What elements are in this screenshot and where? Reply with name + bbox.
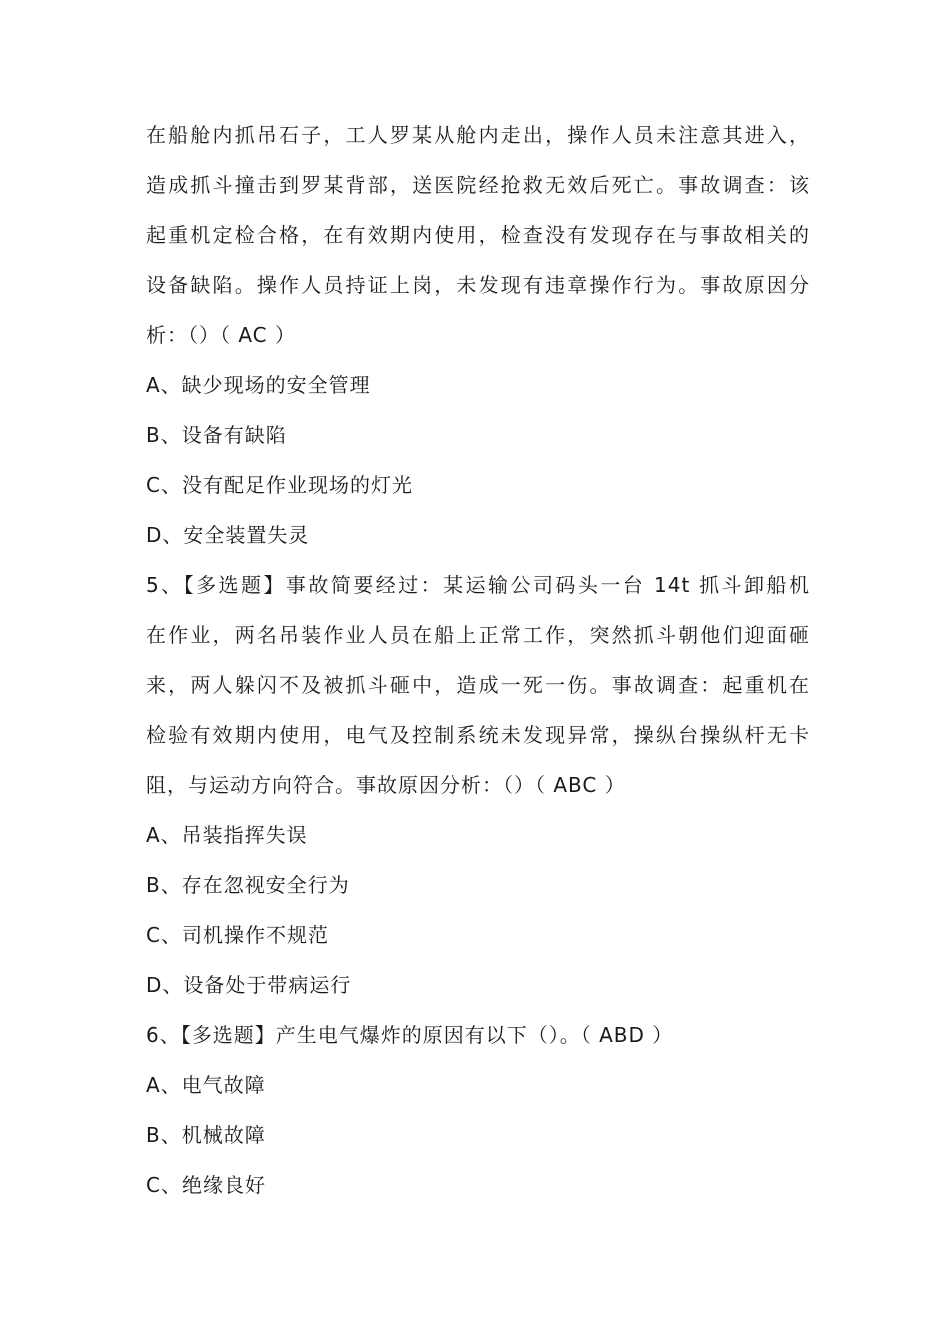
question-text-line: 检验有效期内使用，电气及控制系统未发现异常，操纵台操纵杆无卡 <box>146 723 810 747</box>
question-text-line: 来，两人躲闪不及被抓斗砸中，造成一死一伤。事故调查：起重机在 <box>146 673 810 697</box>
option-a: A、吊装指挥失误 <box>146 823 308 847</box>
option-b: B、机械故障 <box>146 1123 266 1147</box>
question-text-line: 起重机定检合格，在有效期内使用，检查没有发现存在与事故相关的 <box>146 223 810 247</box>
option-d: D、安全装置失灵 <box>146 523 310 547</box>
question-text-line: 在作业，两名吊装作业人员在船上正常工作，突然抓斗朝他们迎面砸 <box>146 623 810 647</box>
option-b: B、存在忽视安全行为 <box>146 873 350 897</box>
option-a: A、电气故障 <box>146 1073 266 1097</box>
question-4-continuation <box>146 110 810 560</box>
question-text-line: 5、【多选题】事故简要经过：某运输公司码头一台 14t 抓斗卸船机 <box>146 573 810 597</box>
question-6 <box>146 1010 810 1210</box>
question-text-line-answer: 6、【多选题】产生电气爆炸的原因有以下（）。（ ABD ） <box>146 1023 674 1047</box>
option-b: B、设备有缺陷 <box>146 423 287 447</box>
option-c: C、司机操作不规范 <box>146 923 329 947</box>
option-a: A、缺少现场的安全管理 <box>146 373 371 397</box>
question-text-line-answer: 阻，与运动方向符合。事故原因分析：（）（ ABC ） <box>146 773 626 797</box>
question-text-line: 造成抓斗撞击到罗某背部，送医院经抢救无效后死亡。事故调查：该 <box>146 173 810 197</box>
document-page <box>146 110 810 1210</box>
option-c: C、绝缘良好 <box>146 1173 266 1197</box>
option-d: D、设备处于带病运行 <box>146 973 352 997</box>
option-c: C、没有配足作业现场的灯光 <box>146 473 413 497</box>
question-5 <box>146 560 810 1010</box>
question-text-line: 在船舱内抓吊石子，工人罗某从舱内走出，操作人员未注意其进入， <box>146 123 810 147</box>
question-text-line-answer: 析：（）（ AC ） <box>146 323 297 347</box>
question-text-line: 设备缺陷。操作人员持证上岗，未发现有违章操作行为。事故原因分 <box>146 273 810 297</box>
